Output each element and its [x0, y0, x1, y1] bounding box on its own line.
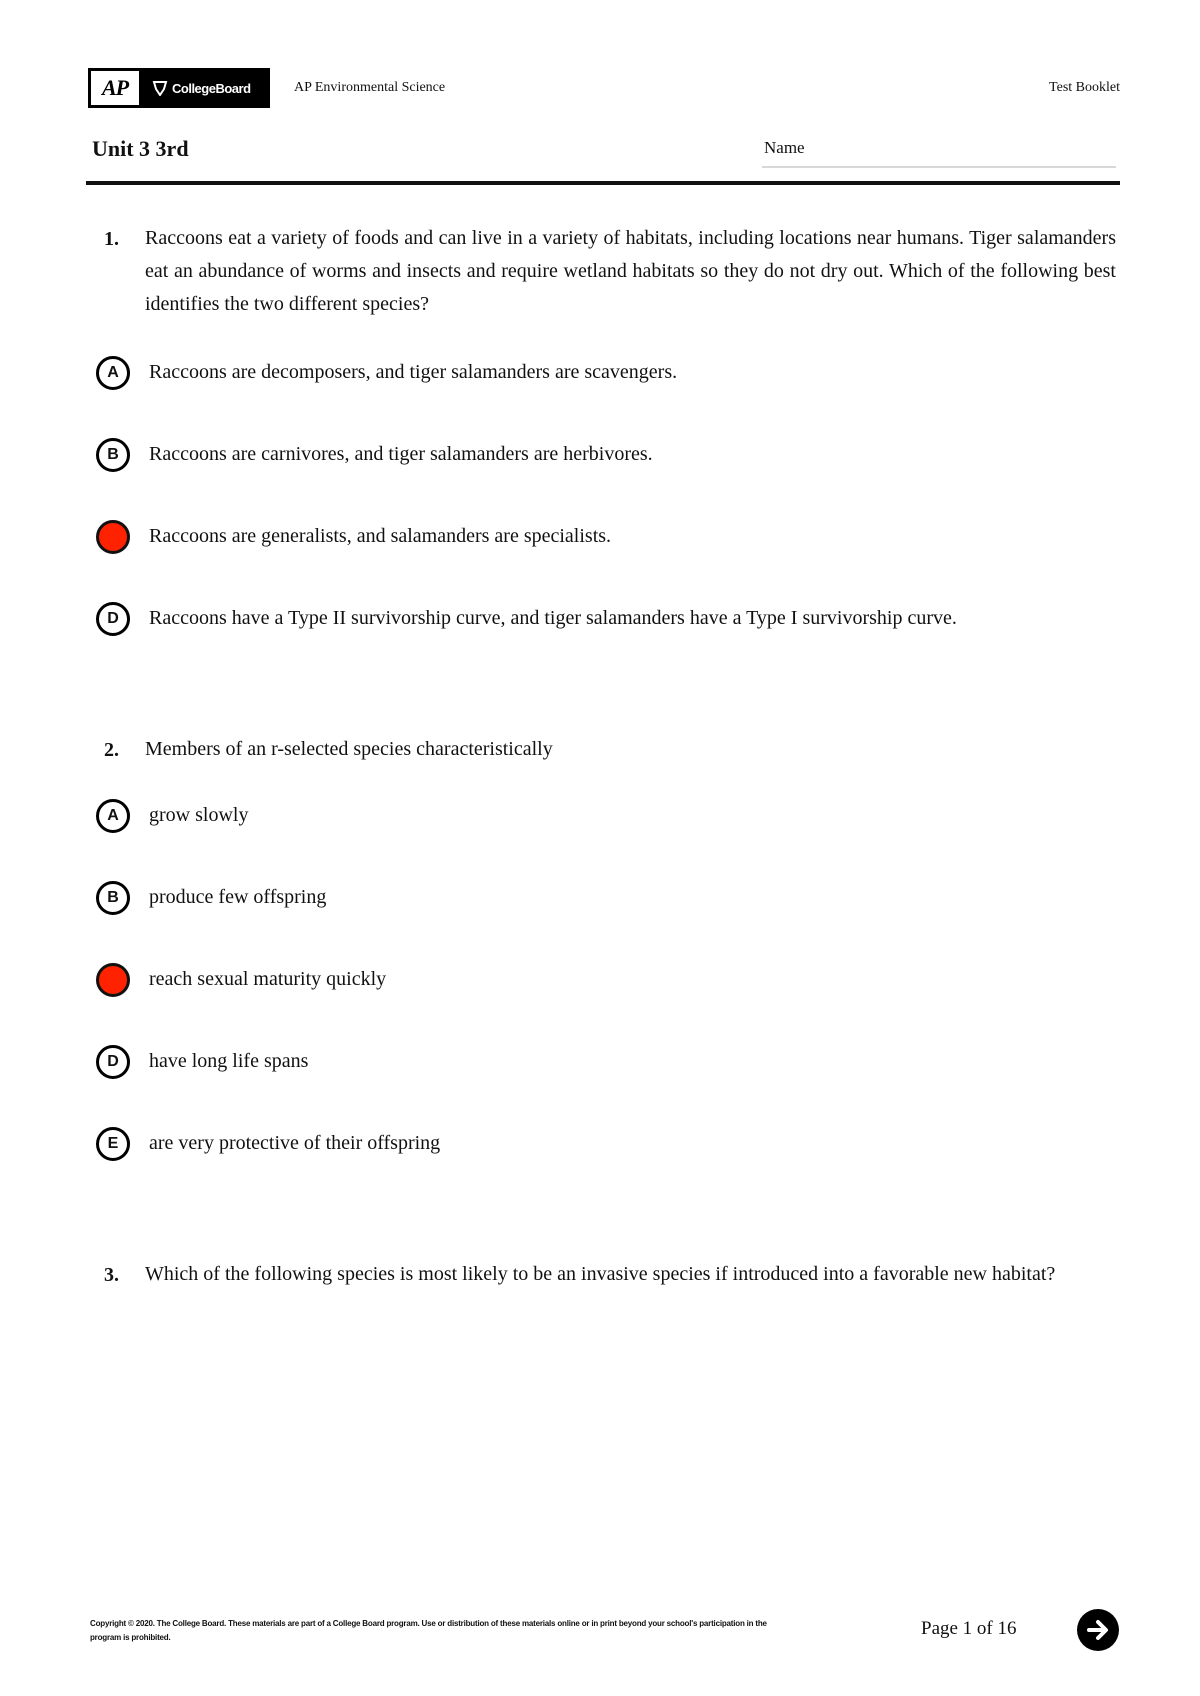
- option-a[interactable]: [96, 799, 130, 833]
- option-b[interactable]: [96, 438, 130, 472]
- option-text: produce few offspring: [149, 886, 327, 908]
- question-text: Raccoons eat a variety of foods and can live in a variety of habitats, including locations near humans. Tiger salamanders eat an abundance of worms and insects and require wetland habitats so they do not dry out. Which of the following best identifies the two different species?: [145, 227, 1116, 315]
- option-text: reach sexual maturity quickly: [149, 968, 387, 990]
- answer-bubble[interactable]: B: [96, 881, 130, 915]
- option-a[interactable]: [96, 356, 130, 390]
- collegeboard-wordmark: CollegeBoard: [172, 80, 251, 96]
- option-text: grow slowly: [149, 804, 249, 826]
- answer-bubble-selected[interactable]: [96, 520, 130, 554]
- answer-bubble[interactable]: E: [96, 1127, 130, 1161]
- arrow-right-circle-icon: [1085, 1617, 1111, 1643]
- option-d[interactable]: [96, 1045, 130, 1079]
- name-field[interactable]: [762, 166, 1116, 168]
- ap-logo-mark: AP: [91, 71, 139, 105]
- name-label: Name: [764, 138, 805, 157]
- question-number: 2.: [104, 739, 119, 761]
- answer-bubble[interactable]: A: [96, 356, 130, 390]
- answer-bubble[interactable]: A: [96, 799, 130, 833]
- course-name: AP Environmental Science: [294, 80, 446, 95]
- ap-collegeboard-logo: [88, 68, 270, 108]
- collegeboard-logo-text: [142, 68, 270, 108]
- option-e[interactable]: [96, 1127, 130, 1161]
- answer-bubble[interactable]: B: [96, 438, 130, 472]
- option-text: Raccoons are decomposers, and tiger salamanders are scavengers.: [149, 361, 678, 383]
- page-number: Page 1 of 16: [921, 1618, 1017, 1639]
- answer-bubble[interactable]: D: [96, 1045, 130, 1079]
- option-b[interactable]: [96, 881, 130, 915]
- question-number: 3.: [104, 1264, 119, 1286]
- page-title: Unit 3 3rd: [92, 136, 189, 161]
- header-divider: [86, 181, 1120, 185]
- option-text: are very protective of their offspring: [149, 1132, 441, 1154]
- copyright-notice: Copyright © 2020. The College Board. These materials are part of a College Board program. Use or distribution of these materials online or in print beyond your school's participation in the program is prohibited.: [90, 1619, 767, 1642]
- answer-bubble[interactable]: D: [96, 602, 130, 636]
- option-text: Raccoons are carnivores, and tiger salamanders are herbivores.: [149, 443, 653, 465]
- next-page-button[interactable]: [1077, 1609, 1119, 1651]
- answer-bubble-selected[interactable]: [96, 963, 130, 997]
- option-c[interactable]: [96, 963, 130, 997]
- booklet-label: Test Booklet: [1049, 80, 1120, 95]
- question-number: 1.: [104, 228, 119, 250]
- option-text: Raccoons have a Type II survivorship curve, and tiger salamanders have a Type I survivorship curve.: [149, 607, 957, 629]
- option-d[interactable]: [96, 602, 130, 636]
- question-text: Members of an r-selected species characteristically: [145, 738, 553, 760]
- option-c[interactable]: [96, 520, 130, 554]
- question-text: Which of the following species is most likely to be an invasive species if introduced into a favorable new habitat?: [145, 1263, 1056, 1285]
- option-text: have long life spans: [149, 1050, 309, 1072]
- option-text: Raccoons are generalists, and salamanders are specialists.: [149, 525, 612, 547]
- acorn-shield-icon: [152, 80, 168, 96]
